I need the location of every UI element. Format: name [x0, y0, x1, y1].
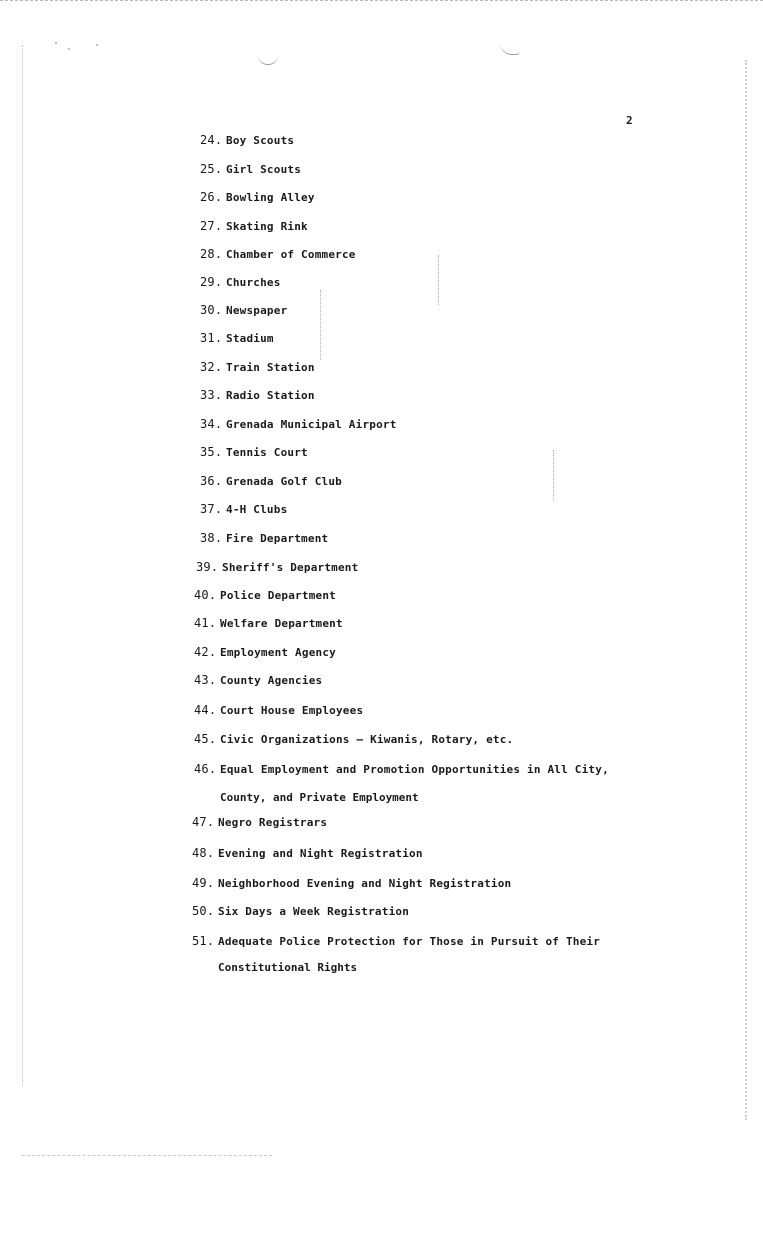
- scan-mark: [438, 255, 439, 305]
- list-item: 39. Sheriff's Department: [196, 560, 359, 574]
- list-item: 42. Employment Agency: [194, 645, 336, 659]
- list-item: 45. Civic Organizations — Kiwanis, Rotary, etc.: [194, 732, 514, 746]
- list-item: 33. Radio Station: [200, 388, 315, 402]
- list-item: 48. Evening and Night Registration: [192, 846, 423, 860]
- list-item: 40. Police Department: [194, 588, 336, 602]
- list-item: 31. Stadium: [200, 331, 274, 345]
- list-item: 37. 4-H Clubs: [200, 502, 288, 516]
- list-item: 35. Tennis Court: [200, 445, 308, 459]
- scan-speck: [68, 48, 70, 50]
- list-item: 50. Six Days a Week Registration: [192, 904, 410, 918]
- left-margin-edge: [22, 45, 23, 1085]
- list-item: 41. Welfare Department: [194, 616, 343, 630]
- punch-hole-mark: [500, 38, 520, 55]
- list-item: 44. Court House Employees: [194, 703, 364, 717]
- scan-speck: [55, 42, 57, 44]
- list-item: 32. Train Station: [200, 360, 315, 374]
- list-item-continuation: Constitutional Rights: [218, 961, 358, 974]
- right-margin-edge: [745, 60, 747, 1120]
- list-item: 34. Grenada Municipal Airport: [200, 417, 397, 431]
- bottom-scan-line: [22, 1155, 272, 1156]
- list-item: 29. Churches: [200, 275, 281, 289]
- list-item: 36. Grenada Golf Club: [200, 474, 342, 488]
- list-item: 24. Boy Scouts: [200, 133, 295, 147]
- scan-speck: [96, 44, 98, 46]
- list-item: 51. Adequate Police Protection for Those in Pursuit of Their: [192, 934, 601, 948]
- page-number: 2: [626, 114, 633, 127]
- list-item: 25. Girl Scouts: [200, 162, 302, 176]
- scan-mark: [553, 450, 554, 500]
- list-item: 49. Neighborhood Evening and Night Registration: [192, 876, 512, 890]
- list-item-continuation: County, and Private Employment: [220, 791, 419, 804]
- list-item: 46. Equal Employment and Promotion Opportunities in All City,: [194, 762, 609, 776]
- scan-mark: [320, 290, 321, 360]
- list-item: 30. Newspaper: [200, 303, 288, 317]
- list-item: 28. Chamber of Commerce: [200, 247, 356, 261]
- punch-hole-mark: [258, 48, 278, 65]
- list-item: 47. Negro Registrars: [192, 815, 328, 829]
- top-border: [0, 0, 763, 1]
- list-item: 43. County Agencies: [194, 673, 323, 687]
- list-item: 26. Bowling Alley: [200, 190, 315, 204]
- list-item: 38. Fire Department: [200, 531, 329, 545]
- list-item: 27. Skating Rink: [200, 219, 308, 233]
